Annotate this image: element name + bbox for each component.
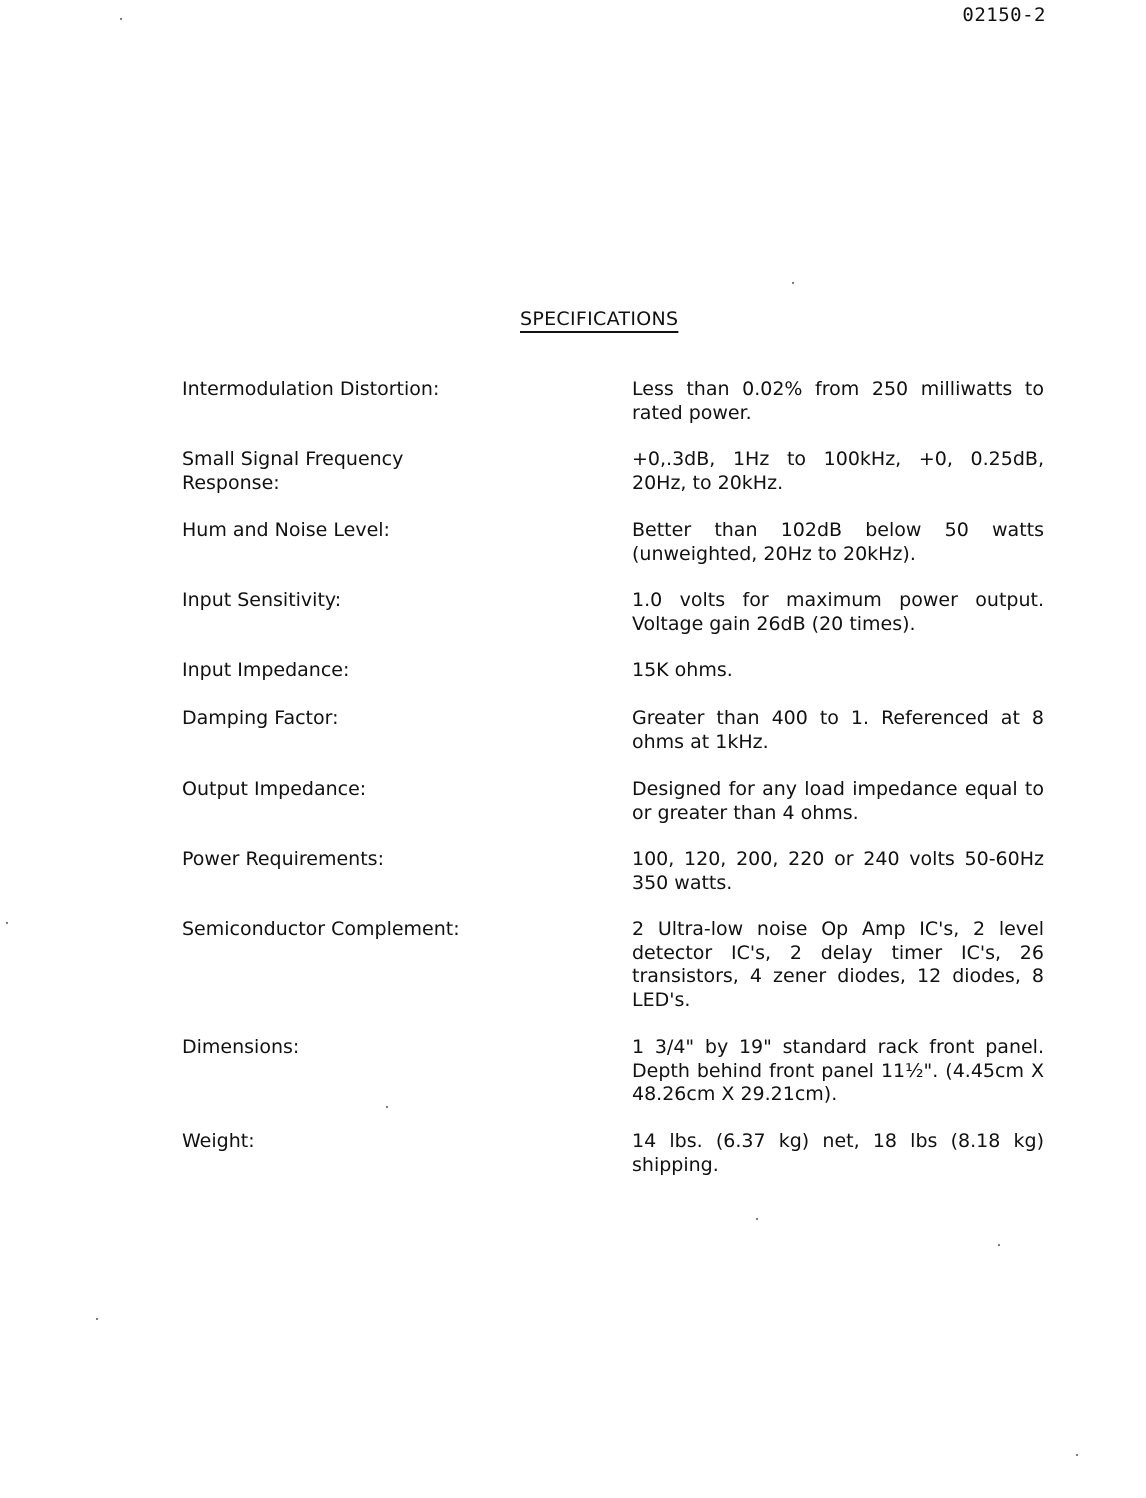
scan-speck [756, 1218, 758, 1220]
scan-speck [792, 282, 794, 284]
spec-value: Designed for any load impedance equal to or greater than 4 ohms. [632, 778, 1044, 824]
scan-speck [386, 1106, 388, 1108]
spec-row-intermodulation-distortion [182, 378, 1044, 448]
spec-row-input-sensitivity [182, 589, 1044, 659]
spec-value: +0,.3dB, 1Hz to 100kHz, +0, 0.25dB, 20Hz, to 20kHz. [632, 448, 1044, 494]
spec-row-output-impedance [182, 778, 1044, 848]
spec-value: 15K ohms. [632, 659, 733, 681]
spec-value: Greater than 400 to 1. Referenced at 8 ohms at 1kHz. [632, 707, 1044, 753]
spec-label: Hum and Noise Level: [182, 519, 390, 541]
scan-speck [6, 922, 8, 924]
spec-value: 100, 120, 200, 220 or 240 volts 50-60Hz 350 watts. [632, 848, 1044, 894]
document-number: 02150-2 [962, 4, 1046, 26]
spec-value: 2 Ultra-low noise Op Amp IC's, 2 level detector IC's, 2 delay timer IC's, 26 transistors, 4 zener diodes, 12 diodes, 8 LED's. [632, 918, 1044, 1011]
spec-label: Input Sensitivity: [182, 589, 342, 611]
spec-row-hum-noise [182, 519, 1044, 589]
spec-label: Semiconductor Complement: [182, 918, 460, 940]
spec-label: Intermodulation Distortion: [182, 378, 440, 400]
spec-value: Less than 0.02% from 250 milliwatts to rated power. [632, 378, 1044, 424]
spec-value: 14 lbs. (6.37 kg) net, 18 lbs (8.18 kg) shipping. [632, 1130, 1044, 1176]
spec-row-frequency-response [182, 448, 1044, 519]
spec-row-power-requirements [182, 848, 1044, 918]
spec-value: 1 3/4" by 19" standard rack front panel. Depth behind front panel 11½". (4.45cm X 48.26cm X 29.21cm). [632, 1036, 1044, 1105]
spec-label: Dimensions: [182, 1036, 300, 1058]
scan-speck [120, 18, 122, 20]
spec-row-damping-factor [182, 707, 1044, 778]
scan-speck [998, 1244, 1000, 1246]
spec-row-dimensions [182, 1036, 1044, 1130]
spec-label: Small Signal Frequency Response: [182, 448, 404, 494]
spec-value: 1.0 volts for maximum power output. Voltage gain 26dB (20 times). [632, 589, 1044, 635]
spec-label: Output Impedance: [182, 778, 367, 800]
specifications-list [182, 378, 1044, 1200]
scan-speck [96, 1318, 98, 1320]
spec-row-input-impedance [182, 659, 1044, 707]
spec-label: Input Impedance: [182, 659, 350, 681]
spec-value: Better than 102dB below 50 watts (unweighted, 20Hz to 20kHz). [632, 519, 1044, 565]
scan-speck [1076, 1454, 1078, 1456]
page-title: SPECIFICATIONS [520, 308, 679, 330]
spec-label: Power Requirements: [182, 848, 384, 870]
spec-row-weight [182, 1130, 1044, 1200]
spec-label: Damping Factor: [182, 707, 339, 729]
spec-label: Weight: [182, 1130, 255, 1152]
spec-row-semiconductor-complement [182, 918, 1044, 1036]
